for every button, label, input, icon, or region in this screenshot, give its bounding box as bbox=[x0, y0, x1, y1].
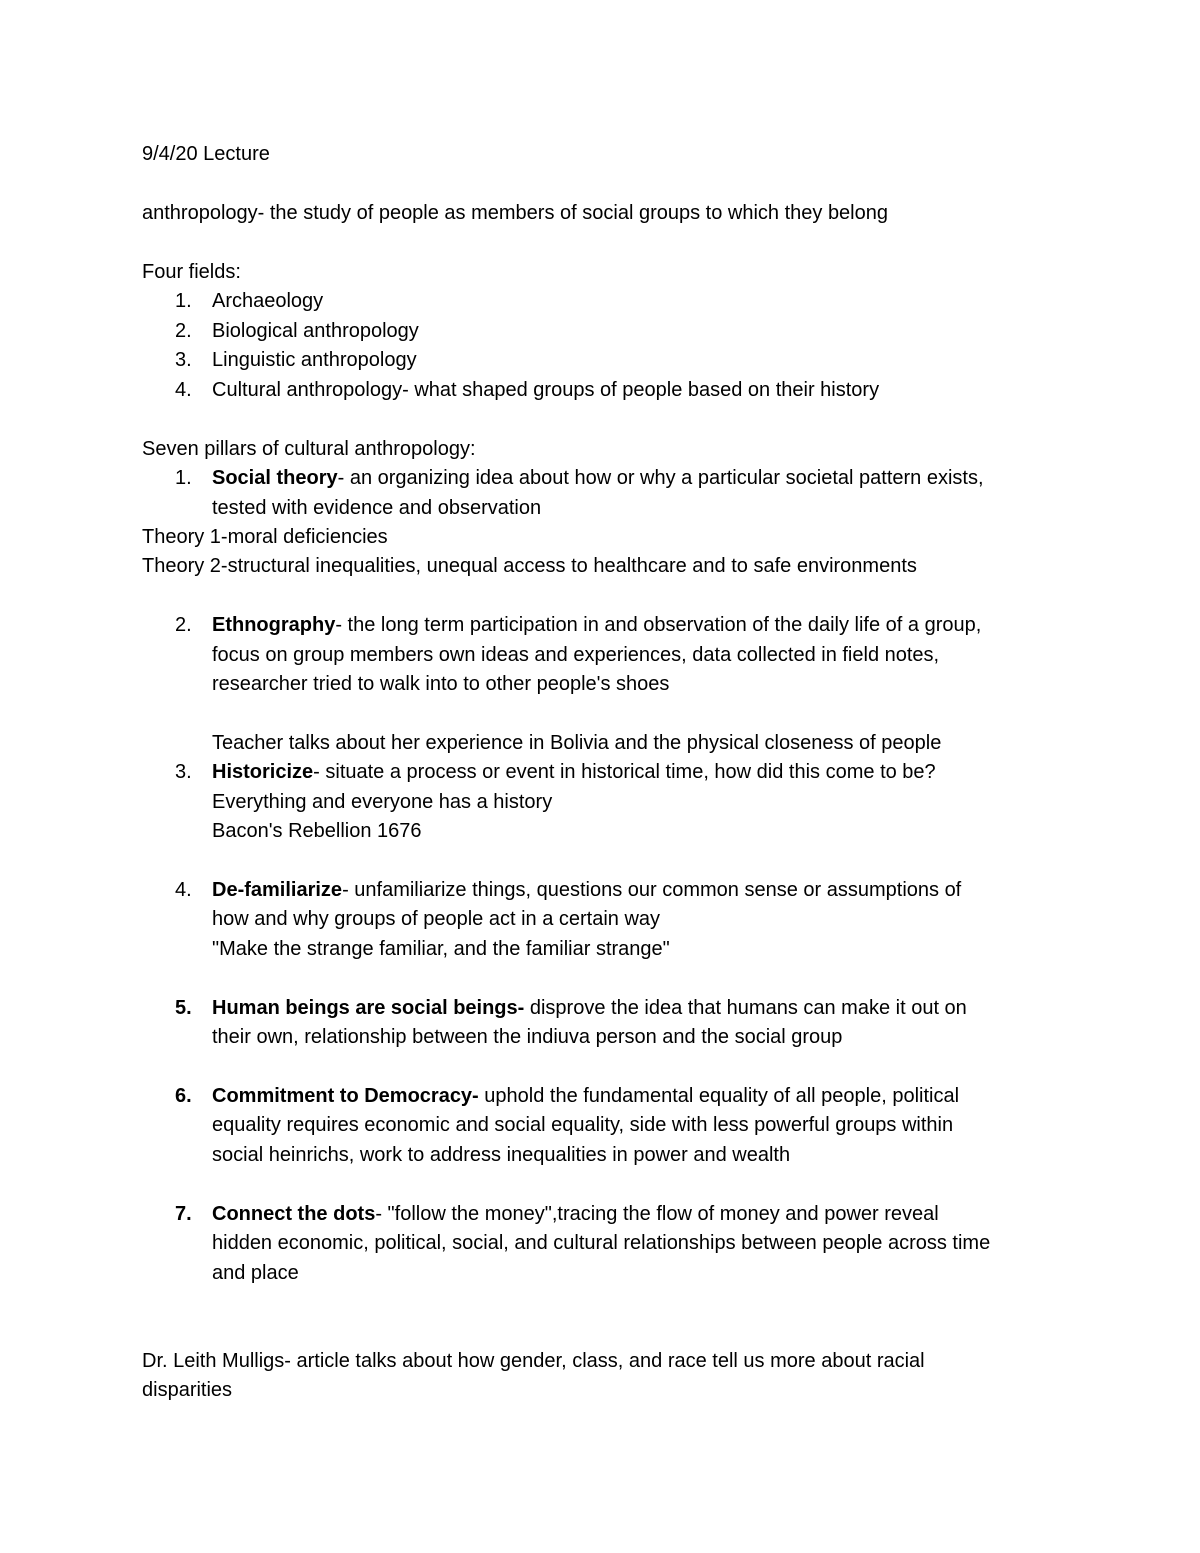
list-number: 1. bbox=[175, 290, 192, 312]
pillar-term: De-familiarize bbox=[212, 879, 343, 901]
pillar-line bbox=[212, 1082, 959, 1112]
closing-line: Dr. Leith Mulligs- article talks about how gender, class, and race tell us more about racial bbox=[142, 1350, 925, 1372]
pillar-line: researcher tried to walk into to other people's shoes bbox=[212, 673, 670, 695]
pillar-line: social heinrichs, work to address inequalities in power and wealth bbox=[212, 1144, 791, 1166]
page-title: 9/4/20 Lecture bbox=[142, 143, 270, 165]
pillar-line: hidden economic, political, social, and cultural relationships between people across time bbox=[212, 1232, 991, 1254]
pillar-line bbox=[212, 1200, 939, 1230]
pillar-term: Connect the dots bbox=[212, 1203, 376, 1225]
pillar-text: uphold the fundamental equality of all people, political bbox=[478, 1085, 960, 1107]
pillar-line: focus on group members own ideas and experiences, data collected in field notes, bbox=[212, 644, 940, 666]
pillar-line bbox=[212, 611, 981, 641]
pillar-line bbox=[212, 464, 984, 494]
list-number: 1. bbox=[175, 467, 192, 489]
pillar-line: Bacon's Rebellion 1676 bbox=[212, 820, 422, 842]
list-item: Archaeology bbox=[212, 290, 324, 312]
theory-line: Theory 2-structural inequalities, unequal access to healthcare and to safe environments bbox=[142, 555, 917, 577]
pillar-line: Everything and everyone has a history bbox=[212, 791, 553, 813]
list-number: 5. bbox=[175, 997, 192, 1019]
pillar-line: their own, relationship between the indiuva person and the social group bbox=[212, 1026, 843, 1048]
pillar-line: and place bbox=[212, 1262, 299, 1284]
four-fields-heading: Four fields: bbox=[142, 261, 241, 283]
pillar-line bbox=[212, 994, 967, 1024]
pillars-heading: Seven pillars of cultural anthropology: bbox=[142, 438, 476, 460]
list-number: 2. bbox=[175, 320, 192, 342]
pillar-term: Social theory bbox=[212, 467, 338, 489]
pillar-line: how and why groups of people act in a certain way bbox=[212, 908, 661, 930]
list-number: 6. bbox=[175, 1085, 192, 1107]
pillar-text: - "follow the money",tracing the flow of money and power reveal bbox=[375, 1203, 939, 1225]
pillar-text: - situate a process or event in historical time, how did this come to be? bbox=[313, 761, 936, 783]
list-item: Linguistic anthropology bbox=[212, 349, 417, 371]
pillar-text: - the long term participation in and observation of the daily life of a group, bbox=[335, 614, 982, 636]
pillar-term: Commitment to Democracy- bbox=[212, 1085, 479, 1107]
list-number: 2. bbox=[175, 614, 192, 636]
pillar-text: - unfamiliarize things, questions our common sense or assumptions of bbox=[342, 879, 962, 901]
pillar-term: Human beings are social beings- bbox=[212, 997, 525, 1019]
list-number: 4. bbox=[175, 879, 192, 901]
list-number: 3. bbox=[175, 761, 192, 783]
pillar-line: tested with evidence and observation bbox=[212, 497, 542, 519]
list-number: 3. bbox=[175, 349, 192, 371]
list-number: 4. bbox=[175, 379, 192, 401]
pillar-line bbox=[212, 876, 961, 906]
pillar-term: Ethnography bbox=[212, 614, 336, 636]
definition-line: anthropology- the study of people as members of social groups to which they belong bbox=[142, 202, 888, 224]
theory-line: Theory 1-moral deficiencies bbox=[142, 526, 388, 548]
pillar-text: disprove the idea that humans can make it out on bbox=[524, 997, 967, 1019]
pillar-line bbox=[212, 758, 936, 788]
pillar-note: Teacher talks about her experience in Bolivia and the physical closeness of people bbox=[212, 732, 942, 754]
pillar-term: Historicize bbox=[212, 761, 314, 783]
pillar-line: equality requires economic and social equality, side with less powerful groups within bbox=[212, 1114, 954, 1136]
closing-line: disparities bbox=[142, 1379, 233, 1401]
pillar-line: "Make the strange familiar, and the familiar strange" bbox=[212, 938, 670, 960]
list-item: Cultural anthropology- what shaped groups of people based on their history bbox=[212, 379, 880, 401]
list-number: 7. bbox=[175, 1203, 192, 1225]
list-item: Biological anthropology bbox=[212, 320, 419, 342]
pillar-text: - an organizing idea about how or why a particular societal pattern exists, bbox=[337, 467, 984, 489]
